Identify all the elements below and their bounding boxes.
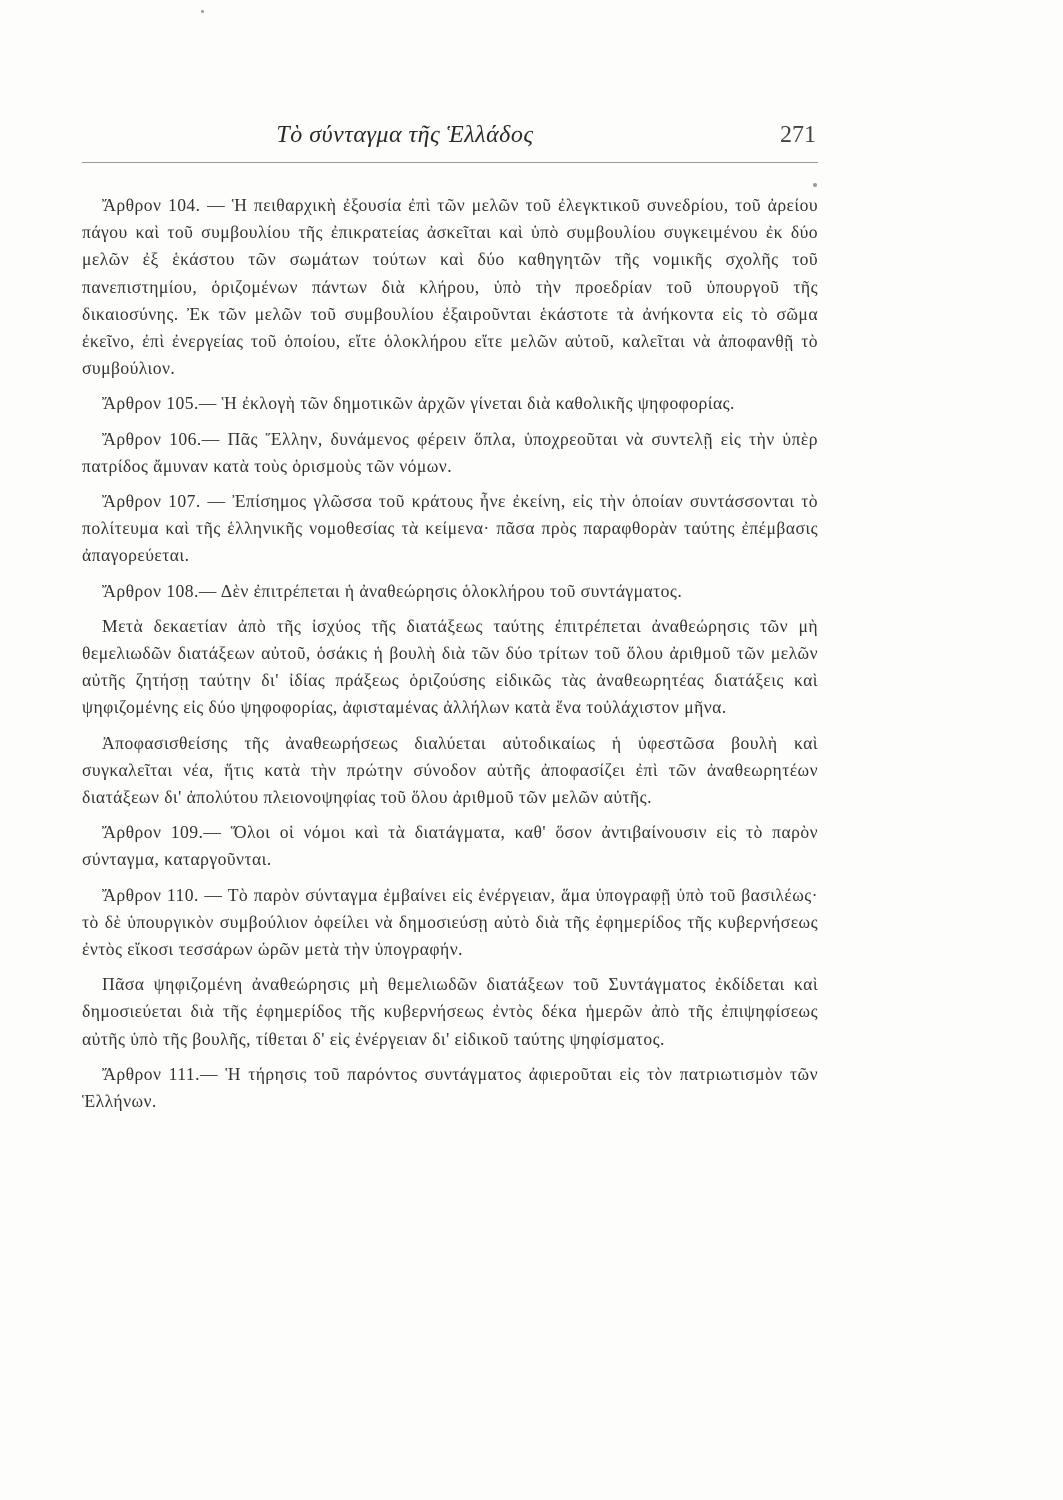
article-105: Ἄρθρον 105.— Ἡ ἐκλογὴ τῶν δημοτικῶν ἀρχῶν γίνεται διὰ καθολικῆς ψηφοφορίας. (102, 393, 735, 414)
article-111: Ἄρθρον 111.— Ἡ τήρησις τοῦ παρόντος συντάγματος ἀφιεροῦται εἰς τὸν πατριωτισμὸν τῶν Ἑλλήνων. (82, 1063, 818, 1112)
article-109: Ἄρθρον 109.— Ὅλοι οἱ νόμοι καὶ τὰ διατάγματα, καθ' ὅσον ἀντιβαίνουσιν εἰς τὸ παρὸν σύνταγμα, καταργοῦνται. (82, 822, 818, 870)
article-106: Ἄρθρον 106.— Πᾶς Ἕλλην, δυνάμενος φέρειν ὅπλα, ὑποχρεοῦται νὰ συντελῇ εἰς τὴν ὑπὲρ πατρίδος ἄμυναν κατὰ τοὺς ὁρισμοὺς τῶν νόμων. (82, 428, 818, 476)
article-104: Ἄρθρον 104. — Ἡ πειθαρχικὴ ἐξουσία ἐπὶ τῶν μελῶν τοῦ ἐλεγκτικοῦ συνεδρίου, τοῦ ἀρείου πάγου καὶ τοῦ συμβουλίου τῆς ἐπικρατείας ἀσκεῖται καὶ ὑπὸ συμβουλίου συγκειμένου ἐκ δύο μελῶν ἐξ ἑκάστου τῶν σωμάτων τούτων καὶ δύο καθηγητῶν τῆς νομικῆς σχολῆς τοῦ πανεπιστημίου, ὁριζομένων πάντων διὰ κλήρου, ὑπὸ τὴν προεδρίαν τοῦ ὑπουργοῦ τῆς δικαιοσύνης. Ἐκ τῶν μελῶν τοῦ συμβουλίου ἐξαιροῦνται ἑκάστοτε τὰ ἀνήκοντα εἰς τὸ σῶμα ἐκεῖνο, ἐπὶ ἐνεργείας τοῦ ὁποίου, εἴτε ὁλοκλήρου εἴτε μελῶν αὐτοῦ, καλεῖται νὰ ἀποφανθῇ τὸ συμβούλιον. (82, 195, 818, 379)
running-title: Τὸ σύνταγμα τῆς Ἑλλάδος (276, 122, 534, 148)
article-110: Ἄρθρον 110. — Τὸ παρὸν σύνταγμα ἐμβαίνει εἰς ἐνέργειαν, ἅμα ὑπογραφῇ ὑπὸ τοῦ βασιλέως· τὸ δὲ ὑπουργικὸν συμβούλιον ὀφείλει νὰ δημοσιεύσῃ αὐτὸ διὰ τῆς ἐφημερίδος τῆς κυβερνήσεως ἐντὸς εἴκοσι τεσσάρων ὡρῶν μετὰ τὴν ὑπογραφήν. (82, 884, 818, 960)
article-107: Ἄρθρον 107. — Ἐπίσημος γλῶσσα τοῦ κράτους ἦνε ἐκείνη, εἰς τὴν ὁποίαν συντάσσονται τὸ πολίτευμα καὶ τῆς ἑλληνικῆς νομοθεσίας τὰ κείμενα· πᾶσα πρὸς παραφθορὰν ταύτης ἐπέμβασις ἀπαγορεύεται. (82, 491, 818, 566)
article-110-paragraph-2: Πᾶσα ψηφιζομένη ἀναθεώρησις μὴ θεμελιωδῶν διατάξεων τοῦ Συντάγματος ἐκδίδεται καὶ δημοσιεύεται διὰ τῆς ἐφημερίδος τῆς κυβερνήσεως ἐντὸς δέκα ἡμερῶν ἀπὸ τῆς ἐπιψηφίσεως αὐτῆς ὑπὸ τῆς βουλῆς, τίθεται δ' εἰς ἐνέργειαν δι' εἰδικοῦ ταύτης ψηφίσματος. (82, 974, 818, 1049)
paper-speck (813, 183, 817, 187)
article-108-paragraph-2: Μετὰ δεκαετίαν ἀπὸ τῆς ἰσχύος τῆς διατάξεως ταύτης ἐπιτρέπεται ἀναθεώρησις τῶν μὴ θεμελιωδῶν διατάξεων αὐτοῦ, ὁσάκις ἡ βουλὴ διὰ τῶν δύο τρίτων τοῦ ὅλου ἀριθμοῦ τῶν μελῶν αὐτῆς ζητήσῃ ταύτην δι' ἰδίας πράξεως ὁριζούσης εἰδικῶς τὰς ἀναθεωρητέας διατάξεις καὶ ψηφιζομένης εἰς δύο ψηφοφορίας, ἀφισταμένας ἀλλήλων κατὰ ἕνα τοὐλάχιστον μῆνα. (82, 615, 818, 718)
page-number: 271 (780, 122, 816, 148)
running-header (82, 118, 818, 163)
article-108-paragraph-3: Ἀποφασισθείσης τῆς ἀναθεωρήσεως διαλύεται αὐτοδικαίως ἡ ὑφεστῶσα βουλὴ καὶ συγκαλεῖται νέα, ἥτις κατὰ τὴν πρώτην σύνοδον αὐτῆς ἀποφασίζει ἐπὶ τῶν ἀναθεωρητέων διατάξεων δι' ἀπολύτου πλειονοψηφίας τοῦ ὅλου ἀριθμοῦ τῶν μελῶν αὐτῆς. (82, 732, 818, 808)
paper-speck (201, 10, 204, 13)
body-text (82, 192, 818, 1123)
article-108: Ἄρθρον 108.— Δὲν ἐπιτρέπεται ἡ ἀναθεώρησις ὁλοκλήρου τοῦ συντάγματος. (102, 580, 683, 601)
